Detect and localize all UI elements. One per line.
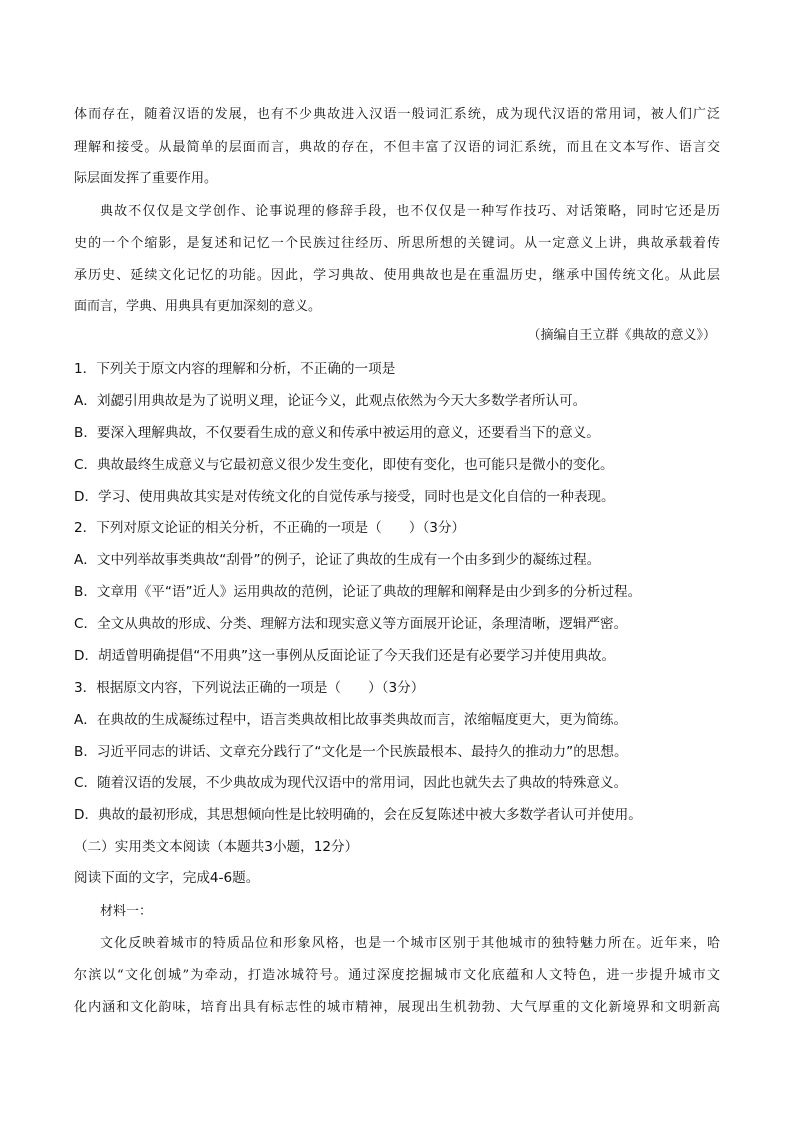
answer-option: C．典故最终生成意义与它最初意义很少发生变化，即使有变化，也可能只是微小的变化。	[74, 457, 614, 473]
passage-line: 际层面发挥了重要作用。	[74, 171, 218, 186]
passage-line: 理解和接受。从最简单的层面而言，典故的存在，不但丰富了汉语的词汇系统，而且在文本写作、语言交	[74, 140, 720, 155]
material-line: 文化反映着城市的特质品位和形象风格，也是一个城市区别于其他城市的独特魅力所在。近年来，哈	[100, 936, 720, 951]
answer-option: D．典故的最初形成，其思想倾向性是比较明确的，会在反复陈述中被大多数学者认可并使用。	[74, 807, 642, 823]
instruction-text: 阅读下面的文字，完成4-6题。	[74, 870, 260, 886]
passage-line: 史的一个个缩影，是复述和记忆一个民族过往经历、所思所想的关键词。从一定意义上讲，典故承载着传	[74, 236, 720, 251]
answer-option: B．文章用《平“语”近人》运用典故的范例，论证了典故的理解和阐释是由少到多的分析过程。	[74, 584, 642, 600]
answer-option: B．要深入理解典故，不仅要看生成的意义和传承中被运用的意义，还要看当下的意义。	[74, 425, 600, 441]
question-stem: 2．下列对原文论证的相关分析，不正确的一项是（ ）（3分）	[74, 520, 466, 536]
passage-line: 承历史、延续文化记忆的功能。因此，学习典故、使用典故也是在重温历史，继承中国传统文化。从此层	[74, 268, 720, 283]
passage-line: 体而存在，随着汉语的发展，也有不少典故进入汉语一般词汇系统，成为现代汉语的常用词，被人们广泛	[74, 107, 720, 122]
section-heading: （二）实用类文本阅读（本题共3小题，12分）	[74, 839, 359, 855]
answer-option: D．学习、使用典故其实是对传统文化的自觉传承与接受，同时也是文化自信的一种表现。	[74, 489, 615, 505]
passage-line: 典故不仅仅是文学创作、论事说理的修辞手段，也不仅仅是一种写作技巧、对话策略，同时它还是历	[100, 204, 720, 219]
question-stem: 1．下列关于原文内容的理解和分析，不正确的一项是	[74, 361, 396, 377]
passage-line: 面而言，学典、用典具有更加深刻的意义。	[74, 299, 322, 314]
answer-option: C．全文从典故的形成、分类、理解方法和现实意义等方面展开论证，条理清晰，逻辑严密。	[74, 616, 628, 632]
answer-option: D．胡适曾明确提倡“不用典”这一事例从反面论证了今天我们还是有必要学习并使用典故。	[74, 648, 616, 664]
answer-option: A．在典故的生成凝练过程中，语言类典故相比故事类典故而言，浓缩幅度更大，更为简练。	[74, 712, 628, 728]
question-stem: 3．根据原文内容，下列说法正确的一项是（ ）（3分）	[74, 680, 425, 696]
material-heading: 材料一：	[100, 904, 153, 919]
material-line: 尔滨以“文化创城”为牵动，打造冰城符号。通过深度挖掘城市文化底蕴和人文特色，进一步提升城市文	[74, 968, 720, 983]
material-line: 化内涵和文化韵味，培育出具有标志性的城市精神，展现出生机勃勃、大气厚重的文化新境界和文明新高	[74, 1000, 720, 1015]
answer-option: C．随着汉语的发展，不少典故成为现代汉语中的常用词，因此也就失去了典故的特殊意义。	[74, 775, 628, 791]
answer-option: A．文中列举故事类典故“刮骨”的例子，论证了典故的生成有一个由多到少的凝练过程。	[74, 552, 601, 568]
source-attribution: （摘编自王立群《典故的意义》）	[527, 328, 716, 343]
answer-option: A．刘勰引用典故是为了说明义理，论证今义，此观点依然为今天大多数学者所认可。	[74, 393, 587, 409]
answer-option: B．习近平同志的讲话、文章充分践行了“文化是一个民族最根本、最持久的推动力”的思想。	[74, 744, 628, 760]
